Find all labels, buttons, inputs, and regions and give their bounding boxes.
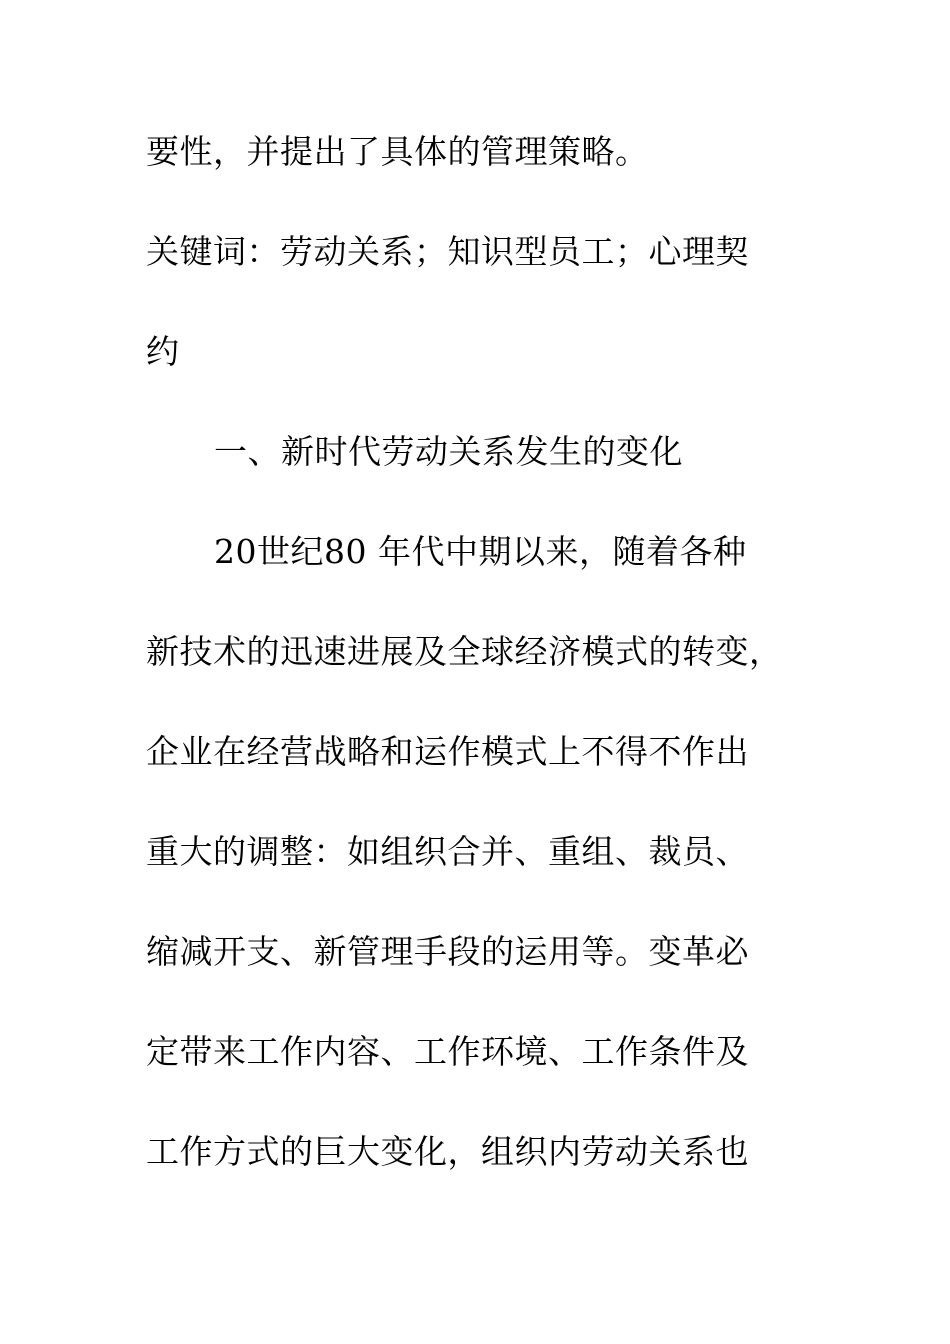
abstract-tail-text: 要性，并提出了具体的管理策略。 — [146, 132, 649, 171]
paragraph-line: 20世纪80 年代中期以来，随着各种 — [214, 532, 747, 571]
paragraph-line: 工作方式的巨大变化，组织内劳动关系也 — [146, 1132, 749, 1171]
keywords-line-2: 约 — [146, 332, 180, 371]
keywords-line-1: 关键词：劳动关系；知识型员工；心理契 — [146, 232, 749, 271]
paragraph-line: 定带来工作内容、工作环境、工作条件及 — [146, 1032, 749, 1071]
paragraph-line: 企业在经营战略和运作模式上不得不作出 — [146, 732, 749, 771]
paragraph-line: 重大的调整：如组织合并、重组、裁员、 — [146, 832, 749, 871]
paragraph-line: 缩减开支、新管理手段的运用等。变革必 — [146, 932, 749, 971]
paragraph-line: 新技术的迅速进展及全球经济模式的转变， — [146, 632, 783, 671]
section-heading: 一、新时代劳动关系发生的变化 — [214, 432, 683, 471]
